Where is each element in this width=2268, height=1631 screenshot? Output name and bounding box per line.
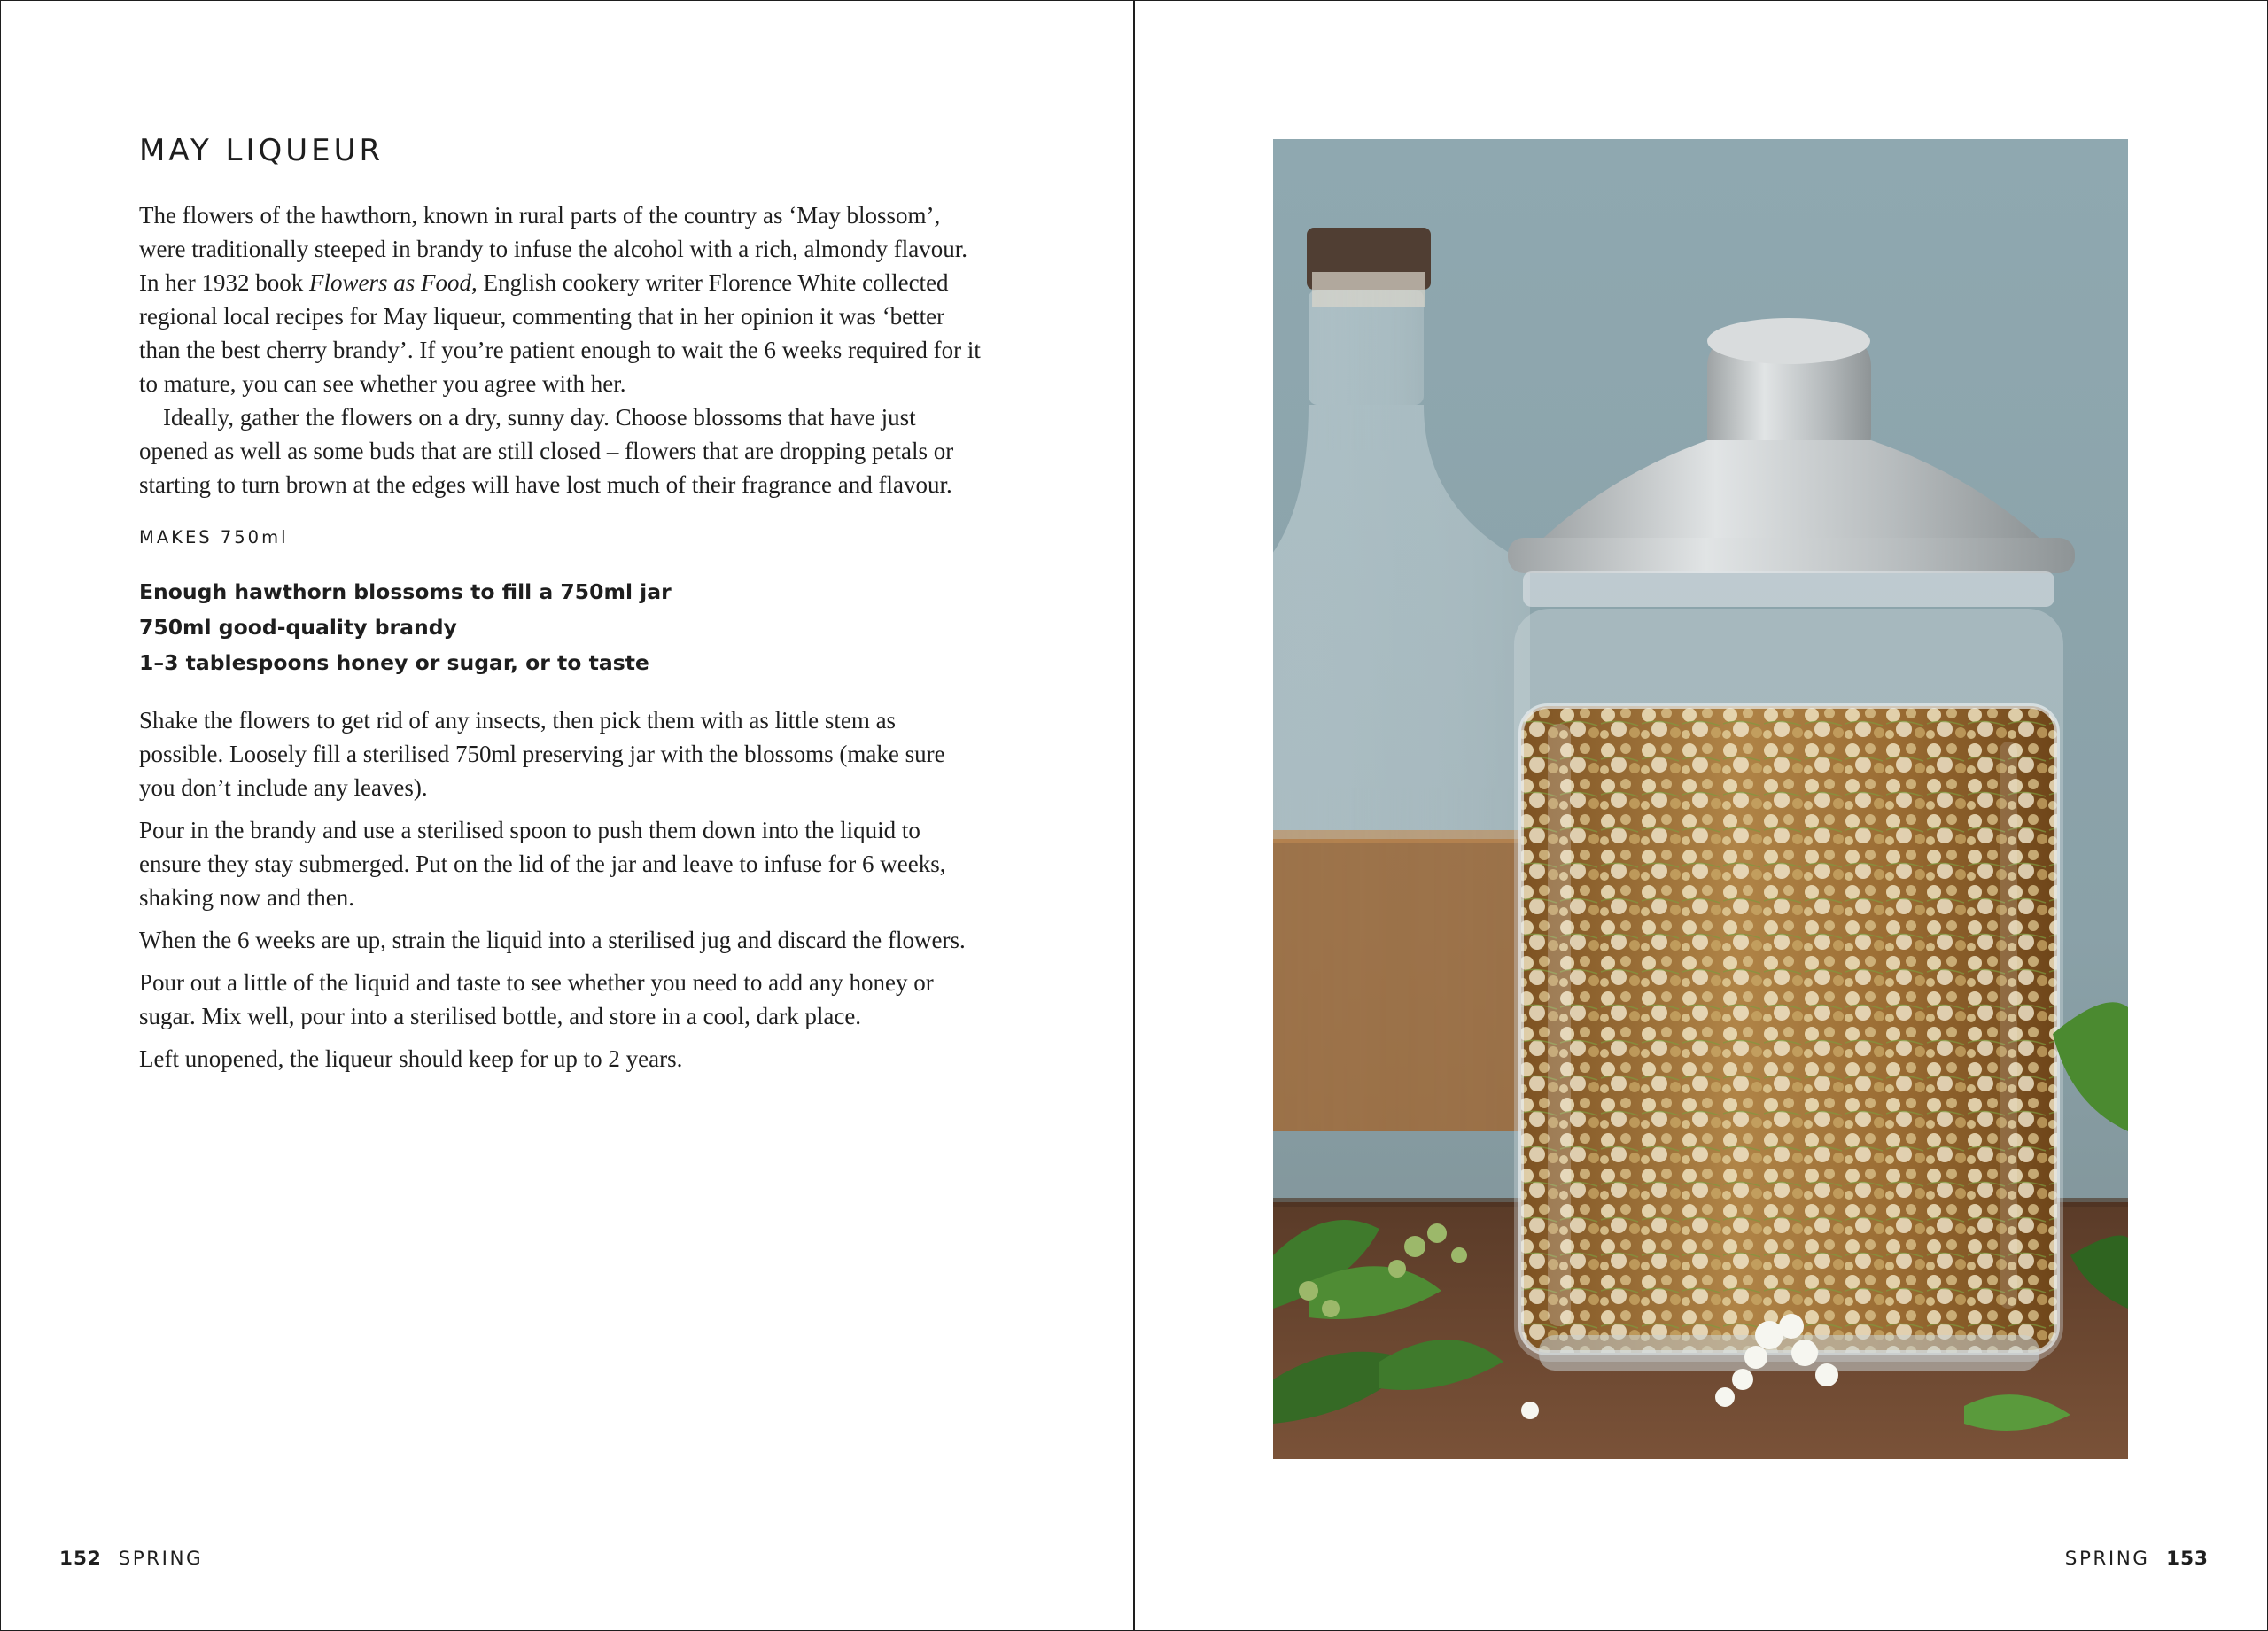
method-step: Left unopened, the liqueur should keep for up to 2 years. [139, 1045, 683, 1072]
recipe-introduction [139, 198, 981, 501]
left-page [139, 133, 981, 1084]
method-step: When the 6 weeks are up, strain the liquid into a sterilised jug and discard the flowers. [139, 927, 966, 953]
method-step: Pour out a little of the liquid and taste to see whether you need to add any honey or sugar. Mix well, pour into a sterilised bottle, and store in a cool, dark place. [139, 969, 934, 1029]
section-name: SPRING [2064, 1548, 2150, 1570]
page-number: 152 [59, 1548, 102, 1570]
method-steps [139, 703, 981, 1076]
ingredient-item: 1–3 tablespoons honey or sugar, or to taste [139, 650, 649, 675]
folio-left [59, 1546, 203, 1573]
ingredient-item: 750ml good-quality brandy [139, 615, 457, 640]
book-title: Flowers as Food, [308, 269, 478, 296]
yield-label: MAKES 750ml [139, 527, 289, 548]
section-name: SPRING [118, 1548, 204, 1570]
ingredient-item: Enough hawthorn blossoms to fill a 750ml jar [139, 579, 672, 604]
page-gutter [1133, 0, 1135, 1631]
photo-illustration [1273, 139, 2128, 1459]
intro-paragraph: The flowers of the hawthorn, known in rural parts of the country as ‘May blossom’, were traditionally steeped in brandy to infuse the alcohol with a rich, almondy flavour. In her 1932 book Flowers as Food, English cookery writer Florence White collected regional local recipes for May liqueur, commenting that in her opinion it was ‘better than the best cherry brandy’. If you’re patient enough to wait the 6 weeks required for it to mature, you can see whether you agree with her. [139, 202, 981, 397]
method-step: Pour in the brandy and use a sterilised spoon to push them down into the liquid to ensure they stay submerged. Put on the lid of the jar and leave to infuse for 6 weeks, shaking now and then. [139, 817, 946, 911]
liqueur-jar-photo [1273, 139, 2128, 1459]
method-step: Shake the flowers to get rid of any insects, then pick them with as little stem as possible. Loosely fill a sterilised 750ml preserving jar with the blossoms (make sure you don’t include any leaves). [139, 707, 945, 801]
folio-right [2065, 1546, 2209, 1573]
recipe-title: MAY LIQUEUR [139, 133, 384, 168]
ingredient-list [139, 574, 981, 680]
jar [1514, 609, 2063, 1371]
intro-paragraph: Ideally, gather the flowers on a dry, sunny day. Choose blossoms that have just opened as well as some buds that are still closed – flowers that are dropping petals or starting to turn brown at the edges will have lost much of their fragrance and flavour. [139, 404, 954, 498]
page-number: 153 [2166, 1548, 2209, 1570]
